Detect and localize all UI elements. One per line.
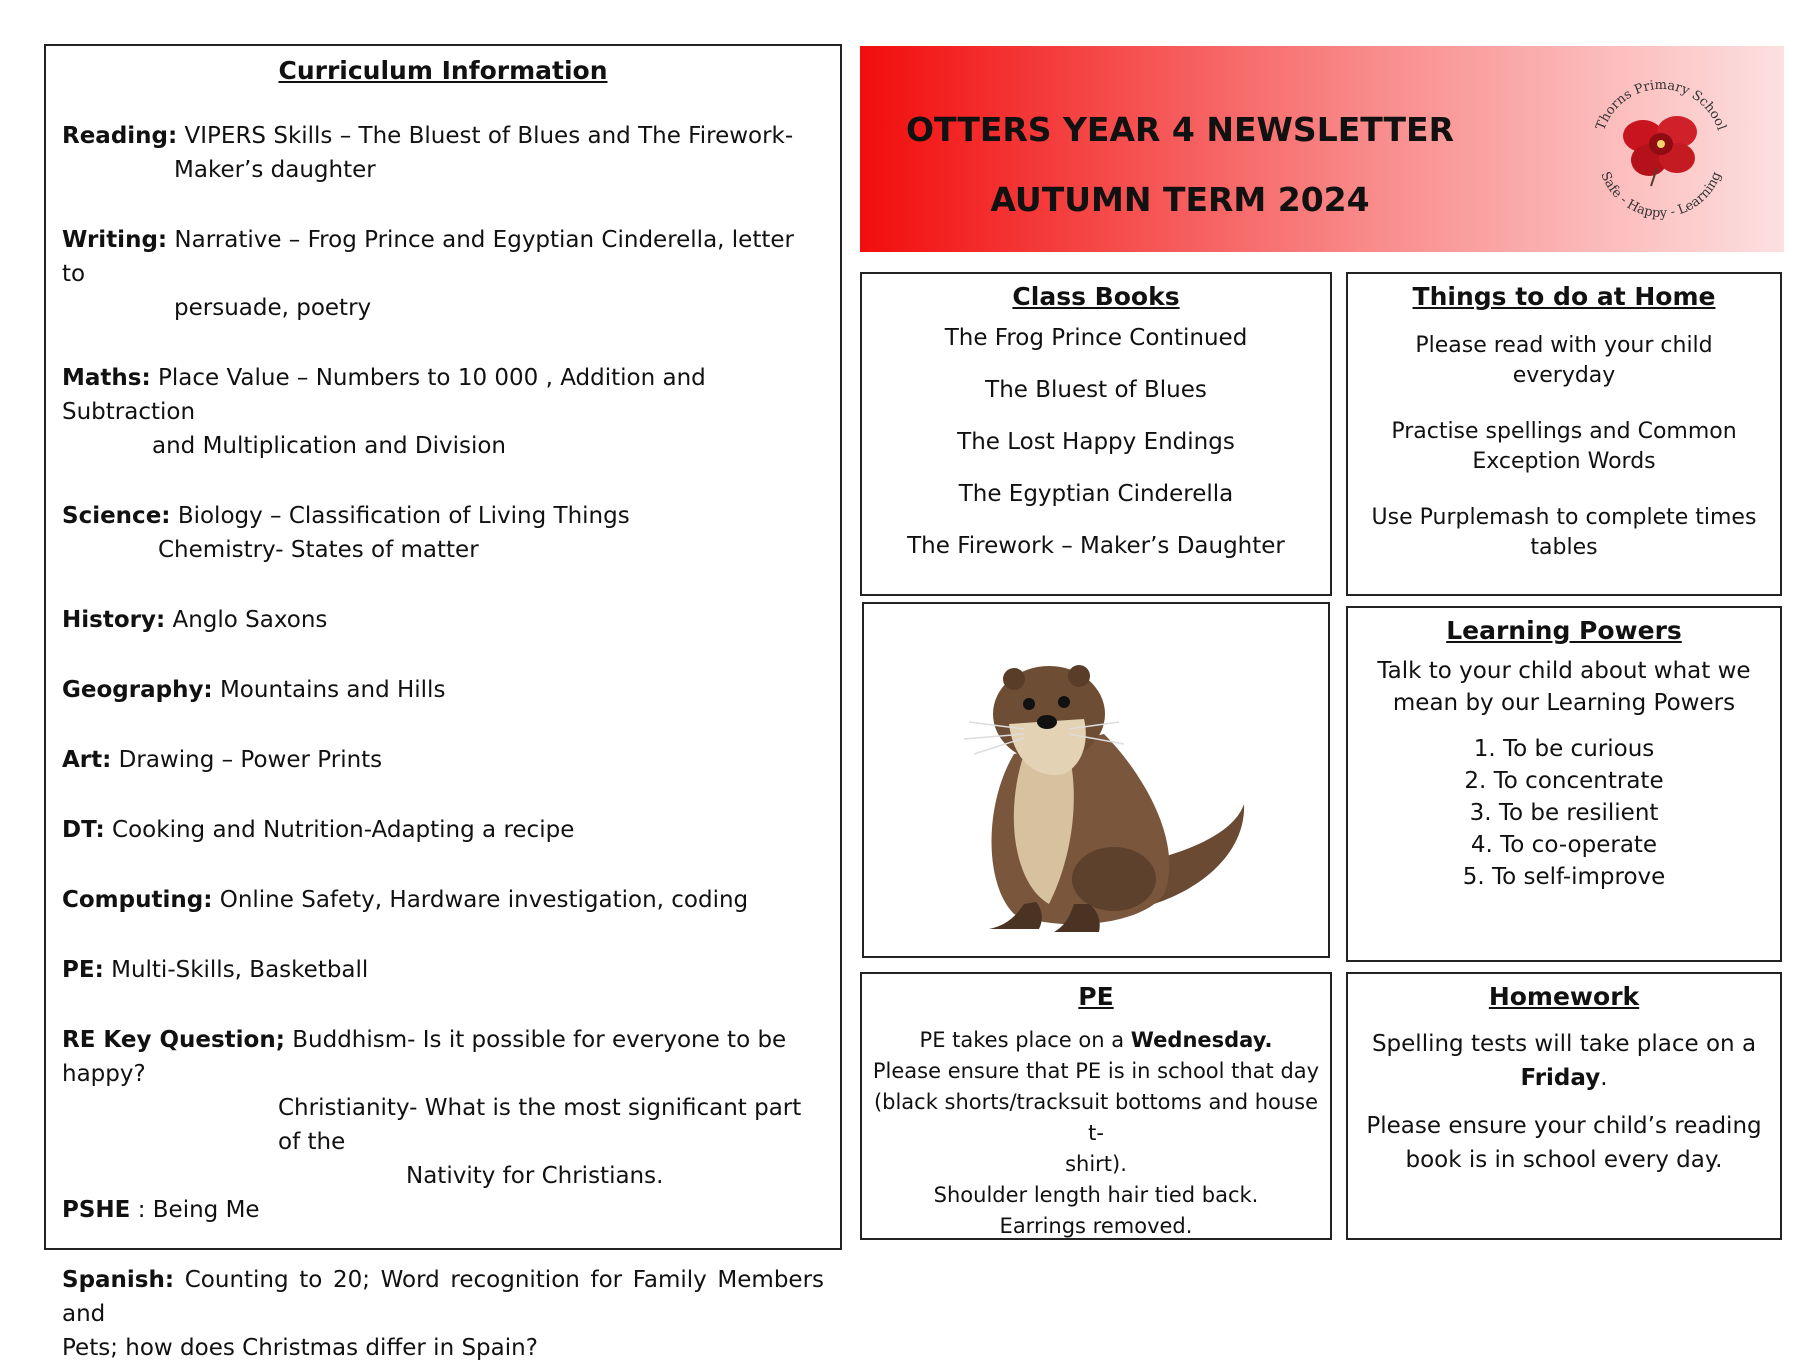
- subject-text-cont: Chemistry- States of matter: [158, 537, 479, 563]
- term-title: AUTUMN TERM 2024: [990, 180, 1370, 219]
- book-item: The Egyptian Cinderella: [958, 481, 1234, 507]
- learning-power-item: 2. To concentrate: [1464, 768, 1664, 794]
- subject-label: Geography:: [62, 677, 213, 703]
- pe-kit-detail-end: shirt).: [1065, 1152, 1127, 1176]
- subject-text: Multi-Skills, Basketball: [111, 957, 369, 983]
- book-item: The Frog Prince Continued: [944, 325, 1248, 351]
- book-item: The Firework – Maker’s Daughter: [907, 533, 1285, 559]
- homework-spelling: [1364, 1027, 1764, 1095]
- pe-day-prefix: PE takes place on a: [919, 1028, 1131, 1052]
- subject-item: [62, 813, 824, 847]
- learning-power-item: 1. To be curious: [1473, 736, 1655, 762]
- subject-text-cont: Pets; how does Christmas differ in Spain?: [62, 1335, 538, 1361]
- subject-label: Science:: [62, 503, 171, 529]
- pe-kit-line: Please ensure that PE is in school that day: [872, 1059, 1320, 1083]
- subject-label: Computing:: [62, 887, 213, 913]
- pe-earrings-line: Earrings removed.: [999, 1214, 1193, 1238]
- svg-text:Thorns Primary School: Thorns Primary School: [1593, 77, 1729, 133]
- pe-panel: [860, 972, 1332, 1240]
- subject-text: Buddhism- Is it possible for everyone to be happy?: [62, 1027, 787, 1087]
- subject-text-cont: Nativity for Christians.: [406, 1163, 664, 1189]
- book-item: The Bluest of Blues: [985, 377, 1207, 403]
- curriculum-title: Curriculum Information: [278, 56, 608, 85]
- svg-text:Safe - Happy - Learning: Safe - Happy - Learning: [1597, 169, 1725, 222]
- subject-text: : Being Me: [137, 1197, 260, 1223]
- subject-label: Reading:: [62, 123, 178, 149]
- pe-hair-line: Shoulder length hair tied back.: [933, 1183, 1259, 1207]
- subject-item: [62, 883, 824, 917]
- subject-text: Anglo Saxons: [172, 607, 328, 633]
- subject-item: [62, 361, 824, 463]
- home-item: Please read with your child everyday: [1415, 333, 1713, 388]
- homework-reading-book: Please ensure your child’s reading book is in school every day.: [1366, 1113, 1762, 1173]
- subject-item: [62, 499, 824, 567]
- otter-illustration: [864, 604, 1328, 956]
- homework-day: Friday: [1520, 1065, 1601, 1091]
- subject-label: Writing:: [62, 227, 168, 253]
- homework-spelling-text: Spelling tests will take place on a: [1371, 1031, 1757, 1057]
- subject-item: [62, 1263, 824, 1365]
- homework-panel: [1346, 972, 1782, 1240]
- subject-label: PSHE: [62, 1197, 131, 1223]
- home-item: Use Purplemash to complete times tables: [1371, 505, 1757, 560]
- home-panel: [1346, 272, 1782, 596]
- subject-text: VIPERS Skills – The Bluest of Blues and The Firework-: [184, 123, 794, 149]
- subject-text: Online Safety, Hardware investigation, coding: [219, 887, 749, 913]
- newsletter-title: OTTERS YEAR 4 NEWSLETTER: [906, 110, 1454, 149]
- learning-powers-title: Learning Powers: [1446, 616, 1682, 645]
- rose-icon: [1623, 116, 1697, 186]
- subject-text-cont: Christianity- What is the most significant part of the: [278, 1095, 802, 1155]
- curriculum-panel: [44, 44, 842, 1361]
- subject-item: [62, 119, 824, 187]
- subject-item: [62, 223, 824, 325]
- subject-label: Maths:: [62, 365, 151, 391]
- subject-item: [62, 1023, 824, 1193]
- book-list: [862, 323, 1330, 561]
- subject-label: Spanish:: [62, 1267, 175, 1293]
- subject-item: [62, 673, 824, 707]
- subject-text: Narrative – Frog Prince and Egyptian Cinderella, letter to: [62, 227, 794, 287]
- book-item: The Lost Happy Endings: [957, 429, 1235, 455]
- subject-item: [62, 953, 824, 987]
- subject-text: Biology – Classification of Living Things: [177, 503, 630, 529]
- subject-text: Mountains and Hills: [219, 677, 446, 703]
- subject-text: Drawing – Power Prints: [118, 747, 383, 773]
- pe-day: Wednesday.: [1130, 1028, 1273, 1052]
- newsletter-banner: [860, 46, 1784, 252]
- subject-text-cont: persuade, poetry: [174, 295, 372, 321]
- home-title: Things to do at Home: [1412, 282, 1716, 311]
- homework-day-stop: .: [1600, 1065, 1608, 1091]
- subject-text: Counting to 20; Word recognition for Family Members and: [62, 1267, 825, 1327]
- learning-power-item: 4. To co-operate: [1470, 832, 1658, 858]
- learning-power-item: 3. To be resilient: [1469, 800, 1659, 826]
- learning-powers-list: [1364, 733, 1764, 893]
- subject-list: [62, 119, 824, 1365]
- subject-text: Cooking and Nutrition-Adapting a recipe: [112, 817, 575, 843]
- pe-title: PE: [1078, 982, 1114, 1011]
- subject-text-cont: and Multiplication and Division: [152, 433, 506, 459]
- subject-label: DT:: [62, 817, 105, 843]
- subject-label: Art:: [62, 747, 112, 773]
- pe-info: [872, 1025, 1320, 1242]
- home-item: Practise spellings and Common Exception Words: [1391, 419, 1737, 474]
- class-books-panel: [860, 272, 1332, 596]
- class-books-title: Class Books: [1012, 282, 1180, 311]
- school-logo: [1576, 64, 1746, 234]
- subject-label: PE:: [62, 957, 104, 983]
- subject-label: History:: [62, 607, 166, 633]
- pe-day-line: [872, 1025, 1320, 1056]
- subject-text-cont: Maker’s daughter: [174, 157, 376, 183]
- learning-powers-panel: [1346, 606, 1782, 962]
- subject-item: [62, 743, 824, 777]
- learning-intro: Talk to your child about what we mean by our Learning Powers: [1377, 658, 1751, 716]
- home-list: [1362, 331, 1766, 563]
- subject-item: [62, 1193, 824, 1227]
- learning-power-item: 5. To self-improve: [1462, 864, 1666, 890]
- subject-item: [62, 603, 824, 637]
- pe-kit-detail: (black shorts/tracksuit bottoms and house t-: [873, 1090, 1319, 1145]
- subject-text: Place Value – Numbers to 10 000 , Addition and Subtraction: [62, 365, 706, 425]
- otter-picture-panel: [862, 602, 1330, 958]
- homework-title: Homework: [1488, 982, 1640, 1011]
- subject-label: RE Key Question;: [62, 1027, 285, 1053]
